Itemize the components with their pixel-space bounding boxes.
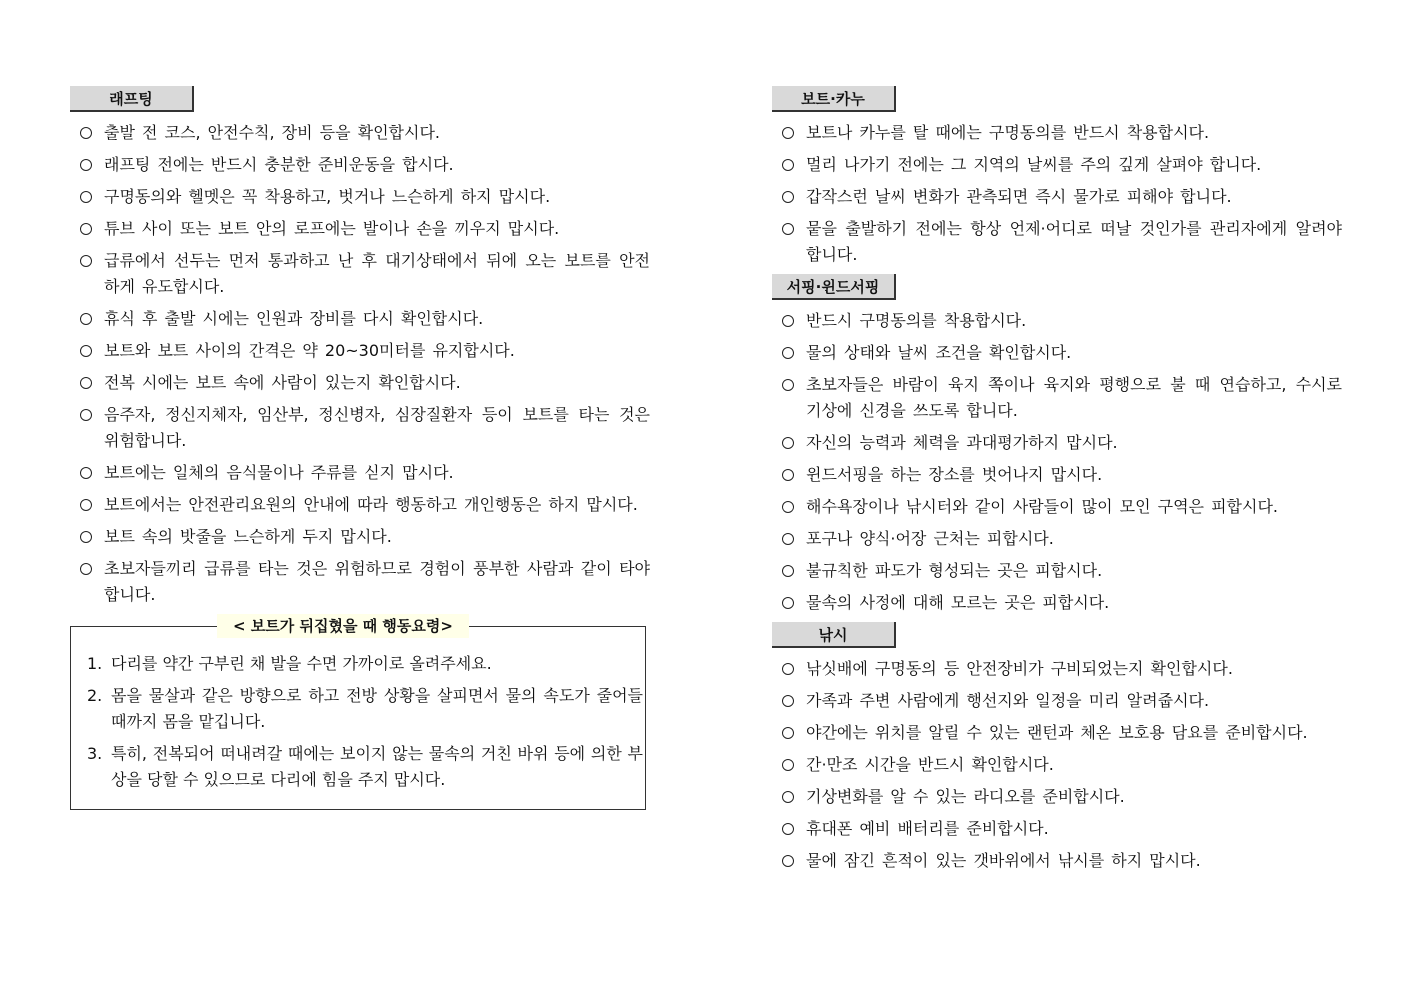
step-number: 2. xyxy=(87,686,103,705)
item-text: 휴식 후 출발 시에는 인원과 장비를 다시 확인합시다. xyxy=(104,309,484,328)
circle-bullet-icon xyxy=(80,127,92,139)
item-text: 자신의 능력과 체력을 과대평가하지 맙시다. xyxy=(806,433,1118,452)
list-item xyxy=(772,340,1342,366)
circle-bullet-icon xyxy=(782,695,794,707)
item-text: 물의 상태와 날씨 조건을 확인합시다. xyxy=(806,343,1072,362)
circle-bullet-icon xyxy=(782,791,794,803)
step-text: 특히, 전복되어 떠내려갈 때에는 보이지 않는 물속의 거친 바위 등에 의한 부상을 당할 수 있으므로 다리에 힘을 주지 맙시다. xyxy=(111,744,643,789)
left-column xyxy=(70,86,650,810)
item-text: 보트에는 일체의 음식물이나 주류를 싣지 맙시다. xyxy=(104,463,454,482)
circle-bullet-icon xyxy=(782,315,794,327)
circle-bullet-icon xyxy=(782,191,794,203)
rafting-section xyxy=(70,86,650,608)
item-text: 구명동의와 헬멧은 꼭 착용하고, 벗거나 느슨하게 하지 맙시다. xyxy=(104,187,551,206)
list-item xyxy=(70,492,650,518)
list-item xyxy=(772,216,1342,268)
item-text: 튜브 사이 또는 보트 안의 로프에는 발이나 손을 끼우지 맙시다. xyxy=(104,219,560,238)
list-item xyxy=(772,784,1342,810)
list-item xyxy=(772,720,1342,746)
item-text: 초보자들끼리 급류를 타는 것은 위험하므로 경험이 풍부한 사람과 같이 타야 합니다. xyxy=(104,559,650,604)
circle-bullet-icon xyxy=(80,159,92,171)
item-text: 래프팅 전에는 반드시 충분한 준비운동을 합시다. xyxy=(104,155,454,174)
surfing-section xyxy=(772,274,1342,616)
item-text: 낚싯배에 구명동의 등 안전장비가 구비되었는지 확인합시다. xyxy=(806,659,1233,678)
list-item xyxy=(772,656,1342,682)
capsize-step xyxy=(85,683,645,735)
item-text: 물속의 사정에 대해 모르는 곳은 피합시다. xyxy=(806,593,1110,612)
circle-bullet-icon xyxy=(782,565,794,577)
step-number: 1. xyxy=(87,654,103,673)
section-header-surfing: 서핑·윈드서핑 xyxy=(772,274,896,300)
list-item xyxy=(772,752,1342,778)
circle-bullet-icon xyxy=(80,255,92,267)
item-text: 뭍을 출발하기 전에는 항상 언제·어디로 떠날 것인가를 관리자에게 알려야 합니다. xyxy=(806,219,1342,264)
capsize-step xyxy=(85,741,645,793)
list-item xyxy=(772,184,1342,210)
item-text: 야간에는 위치를 알릴 수 있는 랜턴과 체온 보호용 담요를 준비합시다. xyxy=(806,723,1308,742)
right-column xyxy=(772,86,1342,880)
list-item xyxy=(772,526,1342,552)
list-item xyxy=(772,308,1342,334)
circle-bullet-icon xyxy=(782,533,794,545)
item-text: 출발 전 코스, 안전수칙, 장비 등을 확인합시다. xyxy=(104,123,440,142)
item-text: 가족과 주변 사람에게 행선지와 일정을 미리 알려줍시다. xyxy=(806,691,1210,710)
item-text: 초보자들은 바람이 육지 쪽이나 육지와 평행으로 불 때 연습하고, 수시로 기상에 신경을 쓰도록 합니다. xyxy=(806,375,1342,420)
list-item xyxy=(70,248,650,300)
rafting-list xyxy=(70,120,650,608)
list-item xyxy=(772,120,1342,146)
step-text: 몸을 물살과 같은 방향으로 하고 전방 상황을 살피면서 물의 속도가 줄어들 때까지 몸을 맡깁니다. xyxy=(111,686,643,731)
circle-bullet-icon xyxy=(80,467,92,479)
circle-bullet-icon xyxy=(80,377,92,389)
circle-bullet-icon xyxy=(782,727,794,739)
list-item xyxy=(772,462,1342,488)
circle-bullet-icon xyxy=(782,663,794,675)
circle-bullet-icon xyxy=(782,855,794,867)
item-text: 보트 속의 밧줄을 느슨하게 두지 맙시다. xyxy=(104,527,392,546)
list-item xyxy=(70,370,650,396)
list-item xyxy=(70,152,650,178)
capsize-guide-box xyxy=(70,617,646,810)
circle-bullet-icon xyxy=(782,759,794,771)
circle-bullet-icon xyxy=(782,597,794,609)
list-item xyxy=(772,848,1342,874)
item-text: 보트에서는 안전관리요원의 안내에 따라 행동하고 개인행동은 하지 맙시다. xyxy=(104,495,638,514)
surfing-list xyxy=(772,308,1342,616)
list-item xyxy=(772,152,1342,178)
item-text: 휴대폰 예비 배터리를 준비합시다. xyxy=(806,819,1049,838)
circle-bullet-icon xyxy=(80,563,92,575)
capsize-guide-title: < 보트가 뒤집혔을 때 행동요령> xyxy=(217,614,469,638)
list-item xyxy=(772,688,1342,714)
circle-bullet-icon xyxy=(782,127,794,139)
section-header-fishing: 낚시 xyxy=(772,622,896,648)
item-text: 음주자, 정신지체자, 임산부, 정신병자, 심장질환자 등이 보트를 타는 것은 위험합니다. xyxy=(104,405,650,450)
section-header-boat-canoe: 보트·카누 xyxy=(772,86,896,112)
item-text: 반드시 구명동의를 착용합시다. xyxy=(806,311,1027,330)
list-item xyxy=(70,460,650,486)
item-text: 기상변화를 알 수 있는 라디오를 준비합시다. xyxy=(806,787,1125,806)
list-item xyxy=(772,590,1342,616)
item-text: 전복 시에는 보트 속에 사람이 있는지 확인합시다. xyxy=(104,373,461,392)
list-item xyxy=(70,524,650,550)
item-text: 불규칙한 파도가 형성되는 곳은 피합시다. xyxy=(806,561,1103,580)
list-item xyxy=(70,556,650,608)
item-text: 보트나 카누를 탈 때에는 구명동의를 반드시 착용합시다. xyxy=(806,123,1210,142)
item-text: 해수욕장이나 낚시터와 같이 사람들이 많이 모인 구역은 피합시다. xyxy=(806,497,1279,516)
circle-bullet-icon xyxy=(80,345,92,357)
circle-bullet-icon xyxy=(782,437,794,449)
item-text: 포구나 양식·어장 근처는 피합시다. xyxy=(806,529,1054,548)
item-text: 갑작스런 날씨 변화가 관측되면 즉시 물가로 피해야 합니다. xyxy=(806,187,1232,206)
fishing-list xyxy=(772,656,1342,874)
fishing-section xyxy=(772,622,1342,874)
list-item xyxy=(70,306,650,332)
list-item xyxy=(772,558,1342,584)
circle-bullet-icon xyxy=(80,531,92,543)
circle-bullet-icon xyxy=(80,313,92,325)
circle-bullet-icon xyxy=(80,409,92,421)
circle-bullet-icon xyxy=(80,499,92,511)
item-text: 간·만조 시간을 반드시 확인합시다. xyxy=(806,755,1054,774)
circle-bullet-icon xyxy=(782,379,794,391)
list-item xyxy=(772,372,1342,424)
boat-canoe-section xyxy=(772,86,1342,268)
list-item xyxy=(772,430,1342,456)
circle-bullet-icon xyxy=(782,223,794,235)
circle-bullet-icon xyxy=(80,223,92,235)
list-item xyxy=(772,494,1342,520)
circle-bullet-icon xyxy=(782,823,794,835)
list-item xyxy=(70,120,650,146)
item-text: 멀리 나가기 전에는 그 지역의 날씨를 주의 깊게 살펴야 합니다. xyxy=(806,155,1262,174)
item-text: 급류에서 선두는 먼저 통과하고 난 후 대기상태에서 뒤에 오는 보트를 안전하게 유도합시다. xyxy=(104,251,650,296)
circle-bullet-icon xyxy=(782,347,794,359)
step-text: 다리를 약간 구부린 채 발을 수면 가까이로 올려주세요. xyxy=(111,654,492,673)
list-item xyxy=(70,184,650,210)
circle-bullet-icon xyxy=(782,159,794,171)
capsize-step xyxy=(85,651,645,677)
circle-bullet-icon xyxy=(782,501,794,513)
list-item xyxy=(772,816,1342,842)
list-item xyxy=(70,338,650,364)
step-number: 3. xyxy=(87,744,103,763)
capsize-steps-list xyxy=(85,651,645,793)
circle-bullet-icon xyxy=(782,469,794,481)
list-item xyxy=(70,216,650,242)
item-text: 윈드서핑을 하는 장소를 벗어나지 맙시다. xyxy=(806,465,1103,484)
circle-bullet-icon xyxy=(80,191,92,203)
item-text: 물에 잠긴 흔적이 있는 갯바위에서 낚시를 하지 맙시다. xyxy=(806,851,1201,870)
list-item xyxy=(70,402,650,454)
boat-canoe-list xyxy=(772,120,1342,268)
item-text: 보트와 보트 사이의 간격은 약 20~30미터를 유지합시다. xyxy=(104,341,515,360)
section-header-rafting: 래프팅 xyxy=(70,86,194,112)
